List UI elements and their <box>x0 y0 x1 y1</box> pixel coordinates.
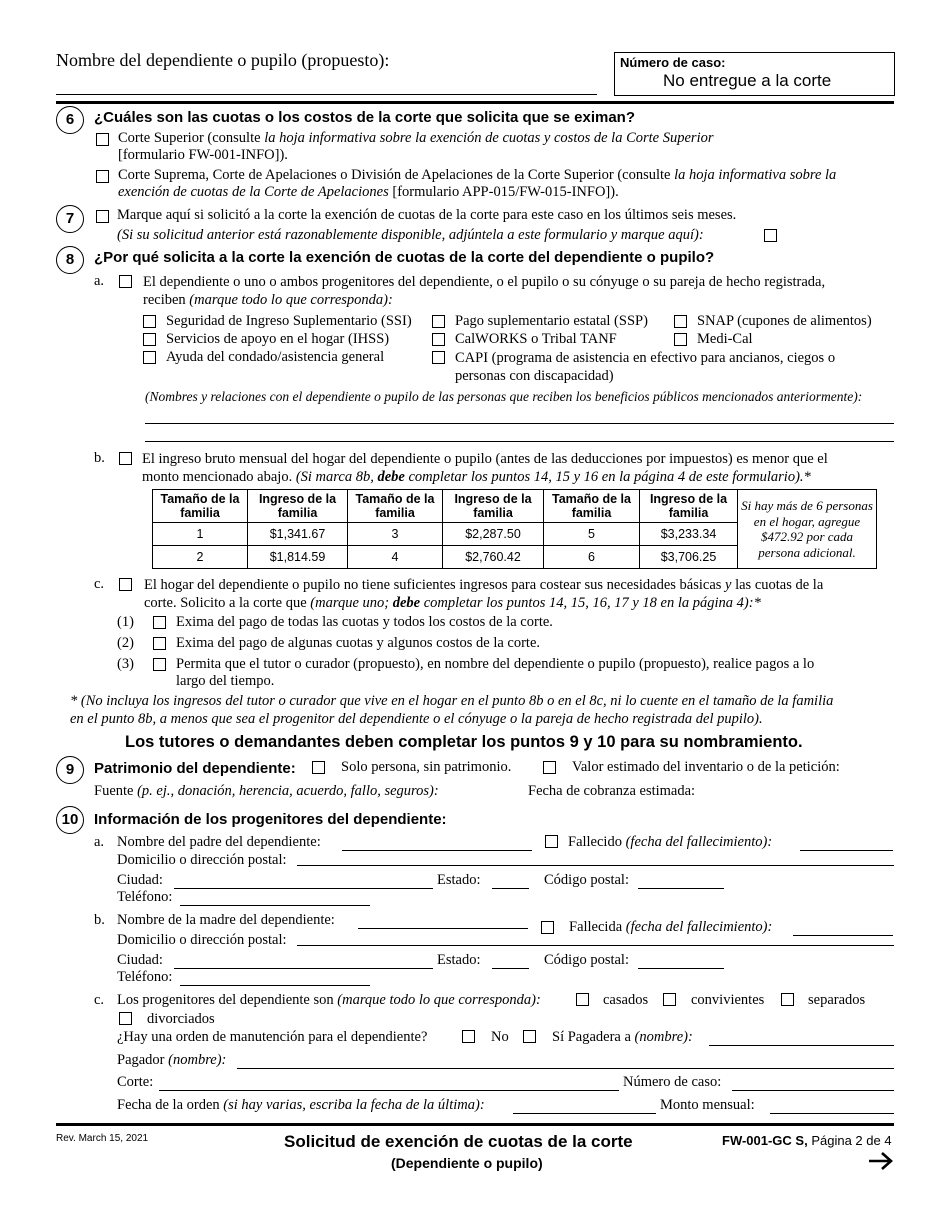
ssp-label: Pago suplementario estatal (SSP) <box>455 313 648 329</box>
income-table-header: Ingreso de la familia <box>443 490 544 523</box>
table-cell: 6 <box>544 546 640 569</box>
superior-court-checkbox[interactable] <box>96 133 109 146</box>
mother-phone-label: Teléfono: <box>117 969 173 985</box>
monthly-amount-field[interactable] <box>770 1113 894 1114</box>
form-page-indicator: FW-001-GC S, Página 2 de 4 <box>722 1133 892 1148</box>
support-case-number-field[interactable] <box>732 1090 894 1091</box>
father-deceased-label: Fallecido (fecha del fallecimiento): <box>568 834 773 850</box>
court-label: Corte: <box>117 1074 154 1090</box>
item-8c1-text: Exima del pago de todas las cuotas y todos los costos de la corte. <box>176 614 553 630</box>
father-phone-field[interactable] <box>180 905 370 906</box>
mother-name-field[interactable] <box>358 928 528 929</box>
ssp-checkbox[interactable] <box>432 315 445 328</box>
mother-address-field[interactable] <box>297 945 894 946</box>
married-label: casados <box>603 992 649 1008</box>
mother-city-field[interactable] <box>174 968 433 969</box>
payer-label: Pagador (nombre): <box>117 1052 227 1068</box>
attached-request-checkbox[interactable] <box>764 229 777 242</box>
payee-name-field[interactable] <box>709 1045 894 1046</box>
support-case-number-label: Número de caso: <box>623 1074 722 1090</box>
separated-checkbox[interactable] <box>781 993 794 1006</box>
mother-zip-label: Código postal: <box>544 952 629 968</box>
item-8c2-text: Exima del pago de algunas cuotas y algunos costos de la corte. <box>176 635 541 651</box>
tanf-checkbox[interactable] <box>432 333 445 346</box>
ihss-label: Servicios de apoyo en el hogar (IHSS) <box>166 331 390 347</box>
item-8a-letter: a. <box>94 273 105 289</box>
case-number-box <box>614 52 895 96</box>
item-6-title: ¿Cuáles son las cuotas o los costos de la corte que solicita que se eximan? <box>94 109 636 126</box>
estimated-value-label: Valor estimado del inventario o de la petición: <box>572 759 840 775</box>
item-8c-letter: c. <box>94 576 105 592</box>
mother-name-label: Nombre de la madre del dependiente: <box>117 912 335 928</box>
item-8c-checkbox[interactable] <box>119 578 132 591</box>
item-7-number: 7 <box>56 205 84 233</box>
item-8c3-text: Permita que el tutor o curador (propuesto), en nombre del dependiente o pupilo (propuesto), realice pagos a lo largo del tiempo. <box>176 656 815 689</box>
capi-checkbox[interactable] <box>432 351 445 364</box>
snap-checkbox[interactable] <box>674 315 687 328</box>
item-8b-text: El ingreso bruto mensual del hogar del dependiente o pupilo (antes de las deducciones por impuestos) es menor que el monto mencionado abajo. (Si marca 8b, debe completar los puntos 14, 15 y 16 en la página 4 de este formulario).* <box>142 451 828 485</box>
table-cell: 4 <box>348 546 443 569</box>
item-10c-text: Los progenitores del dependiente son (marque todo lo que corresponda): <box>117 992 541 1008</box>
beneficiary-names-line-1[interactable] <box>145 423 894 424</box>
item-10c-letter: c. <box>94 992 105 1008</box>
snap-label: SNAP (cupones de alimentos) <box>697 313 872 329</box>
table-cell: $2,287.50 <box>443 523 544 546</box>
item-10a-letter: a. <box>94 834 105 850</box>
item-9-source: Fuente (p. ej., donación, herencia, acuerdo, fallo, seguros): <box>94 783 439 799</box>
order-date-field[interactable] <box>513 1113 656 1114</box>
mother-city-label: Ciudad: <box>117 952 163 968</box>
table-cell: 1 <box>153 523 248 546</box>
form-title: Solicitud de exención de cuotas de la corte <box>284 1132 633 1151</box>
father-address-label: Domicilio o dirección postal: <box>117 852 287 868</box>
cohabiting-checkbox[interactable] <box>663 993 676 1006</box>
supreme-court-checkbox[interactable] <box>96 170 109 183</box>
installments-checkbox[interactable] <box>153 658 166 671</box>
waive-all-checkbox[interactable] <box>153 616 166 629</box>
ihss-checkbox[interactable] <box>143 333 156 346</box>
separated-label: separados <box>808 992 866 1008</box>
payer-name-field[interactable] <box>237 1068 894 1069</box>
item-8c-text: El hogar del dependiente o pupilo no tiene suficientes ingresos para costear sus necesidades básicas y las cuotas de la corte. Solicito a la corte que (marque uno; debe completar los puntos 14, 15, 16, 17 y 18 en la página 4):* <box>144 577 824 611</box>
support-yes-label: Sí Pagadera a (nombre): <box>552 1029 693 1045</box>
father-state-label: Estado: <box>437 872 481 888</box>
support-no-label: No <box>491 1029 509 1045</box>
income-table-header: Ingreso de la familia <box>640 490 738 523</box>
next-page-arrow-icon <box>868 1151 894 1171</box>
beneficiary-names-line-2[interactable] <box>145 441 894 442</box>
item-8-title: ¿Por qué solicita a la corte la exención de cuotas de la corte del dependiente o pupilo? <box>94 249 715 266</box>
item-8a-names-note: (Nombres y relaciones con el dependiente o pupilo de las personas que reciben los beneficios públicos mencionados anteriormente): <box>145 389 863 404</box>
table-cell: $3,706.25 <box>640 546 738 569</box>
mother-zip-field[interactable] <box>638 968 724 969</box>
ssi-label: Seguridad de Ingreso Suplementario (SSI) <box>166 313 412 329</box>
monthly-amount-label: Monto mensual: <box>660 1097 755 1113</box>
father-zip-label: Código postal: <box>544 872 629 888</box>
waive-some-checkbox[interactable] <box>153 637 166 650</box>
capi-label: CAPI (programa de asistencia en efectivo para ancianos, ciegos o personas con discapacidad) <box>455 350 836 384</box>
estimated-value-checkbox[interactable] <box>543 761 556 774</box>
item-7-text: Marque aquí si solicitó a la corte la exención de cuotas de la corte para este caso en los últimos seis meses. <box>117 207 737 223</box>
table-cell: $3,233.34 <box>640 523 738 546</box>
father-phone-label: Teléfono: <box>117 889 173 905</box>
income-table-side-note: Si hay más de 6 personas en el hogar, agregue $472.92 por cada persona adicional. <box>738 490 877 569</box>
dependent-name-label: Nombre del dependiente o pupilo (propuesto): <box>56 50 390 70</box>
table-cell: $1,814.59 <box>248 546 348 569</box>
footer-rule <box>56 1123 894 1126</box>
case-number-value: No entregue a la corte <box>663 71 832 90</box>
mother-death-date-field[interactable] <box>793 935 893 936</box>
mother-phone-field[interactable] <box>180 985 370 986</box>
income-footnote: * (No incluya los ingresos del tutor o curador que vive en el hogar en el punto 8b o en el 8c, ni lo cuente en el tamaño de la familia en el punto 8b, a menos que sea el progenitor del dependiente o el cónyuge o la pareja de hecho registrada del pupilo). <box>70 693 834 727</box>
item-10b-letter: b. <box>94 912 105 928</box>
item-6-number: 6 <box>56 106 84 134</box>
father-city-field[interactable] <box>174 888 433 889</box>
item-9-date-label: Fecha de cobranza estimada: <box>528 783 696 799</box>
support-order-question: ¿Hay una orden de manutención para el dependiente? <box>117 1029 428 1045</box>
support-yes-checkbox[interactable] <box>523 1030 536 1043</box>
item-8-number: 8 <box>56 246 84 274</box>
father-deceased-checkbox[interactable] <box>545 835 558 848</box>
father-address-field[interactable] <box>297 865 894 866</box>
medical-checkbox[interactable] <box>674 333 687 346</box>
father-zip-field[interactable] <box>638 888 724 889</box>
item-8a-text: El dependiente o uno o ambos progenitores del dependiente, o el pupilo o su cónyuge o su pareja de hecho registrada, reciben (marque todo lo que corresponda): <box>143 274 826 308</box>
form-subtitle: (Dependiente o pupilo) <box>391 1155 543 1171</box>
county-aid-label: Ayuda del condado/asistencia general <box>166 349 385 365</box>
cohabiting-label: convivientes <box>691 992 765 1008</box>
mother-deceased-checkbox[interactable] <box>541 921 554 934</box>
table-cell: 2 <box>153 546 248 569</box>
father-name-field[interactable] <box>342 850 532 851</box>
income-table-header-row <box>153 490 877 523</box>
divorced-label: divorciados <box>147 1011 215 1027</box>
guardian-heading: Los tutores o demandantes deben completar los puntos 9 y 10 para su nombramiento. <box>125 733 803 751</box>
table-cell: $1,341.67 <box>248 523 348 546</box>
father-state-field[interactable] <box>492 888 529 889</box>
table-cell: $2,760.42 <box>443 546 544 569</box>
father-name-label: Nombre del padre del dependiente: <box>117 834 321 850</box>
county-aid-checkbox[interactable] <box>143 351 156 364</box>
income-table <box>152 489 877 569</box>
father-city-label: Ciudad: <box>117 872 163 888</box>
medical-label: Medi-Cal <box>697 331 753 347</box>
item-6-option-supreme: Corte Suprema, Corte de Apelaciones o División de Apelaciones de la Corte Superior (consulte la hoja informativa sobre la exención de cuotas de la Corte de Apelaciones [formulario APP-015/FW-015-INFO]). <box>118 167 837 200</box>
item-8a-checkbox[interactable] <box>119 275 132 288</box>
divorced-checkbox[interactable] <box>119 1012 132 1025</box>
court-field[interactable] <box>159 1090 619 1091</box>
mother-state-label: Estado: <box>437 952 481 968</box>
income-table-header: Ingreso de la familia <box>248 490 348 523</box>
no-estate-checkbox[interactable] <box>312 761 325 774</box>
item-9-title: Patrimonio del dependiente: <box>94 760 296 777</box>
item-9-number: 9 <box>56 756 84 784</box>
mother-deceased-label: Fallecida (fecha del fallecimiento): <box>569 919 773 935</box>
item-6-option-superior: Corte Superior (consulte la hoja informativa sobre la exención de cuotas y costos de la Corte Superior [formulario FW-001-INFO]). <box>118 130 714 163</box>
no-estate-label: Solo persona, sin patrimonio. <box>341 759 512 775</box>
order-date-label: Fecha de la orden (si hay varias, escriba la fecha de la última): <box>117 1097 485 1113</box>
item-10-number: 10 <box>56 806 84 834</box>
table-cell: 5 <box>544 523 640 546</box>
mother-address-label: Domicilio o dirección postal: <box>117 932 287 948</box>
case-number-label: Número de caso: <box>620 55 726 70</box>
revision-date: Rev. March 15, 2021 <box>56 1133 149 1144</box>
tanf-label: CalWORKS o Tribal TANF <box>455 331 617 347</box>
table-cell: 3 <box>348 523 443 546</box>
item-8c3-number: (3) <box>117 656 134 672</box>
support-no-checkbox[interactable] <box>462 1030 475 1043</box>
item-8b-checkbox[interactable] <box>119 452 132 465</box>
header-rule <box>56 101 894 104</box>
item-7-note: (Si su solicitud anterior está razonablemente disponible, adjúntela a este formulario y marque aquí): <box>117 227 704 243</box>
item-8b-letter: b. <box>94 450 105 466</box>
father-death-date-field[interactable] <box>800 850 893 851</box>
mother-state-field[interactable] <box>492 968 529 969</box>
item-8c1-number: (1) <box>117 614 134 630</box>
married-checkbox[interactable] <box>576 993 589 1006</box>
ssi-checkbox[interactable] <box>143 315 156 328</box>
item-10-title: Información de los progenitores del dependiente: <box>94 811 447 828</box>
dependent-name-field[interactable] <box>56 94 597 95</box>
income-table-header: Tamaño de la familia <box>544 490 640 523</box>
item-8c2-number: (2) <box>117 635 134 651</box>
income-table-header: Tamaño de la familia <box>348 490 443 523</box>
prior-request-checkbox[interactable] <box>96 210 109 223</box>
income-table-header: Tamaño de la familia <box>153 490 248 523</box>
